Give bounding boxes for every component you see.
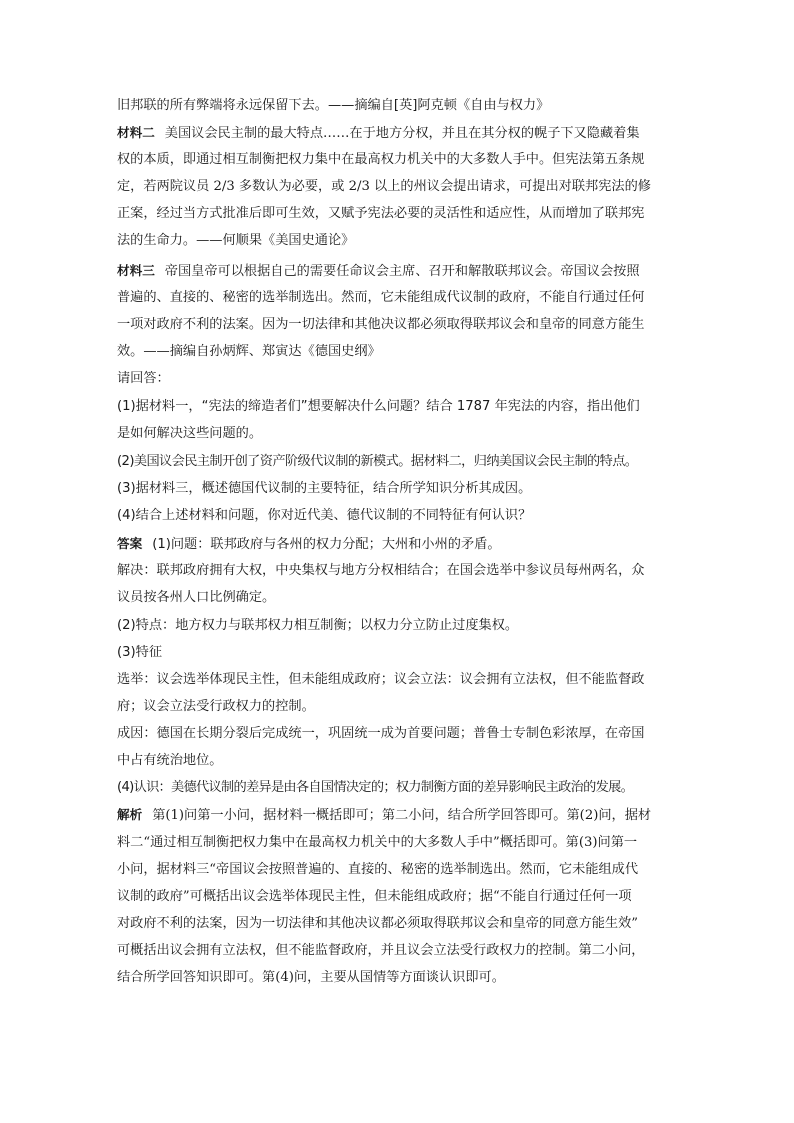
answer-line-8: 成因：德国在长期分裂后完成统一，巩固统一成为首要问题；普鲁士专制色彩浓厚，在帝国 [117,726,645,741]
analysis-line-4: 议制的政府”可概括出议会选举体现民主性，但未能组成政府；据“不能自行通过任何一项 [117,889,632,904]
analysis-line-2: 料二“通过相互制衡把权力集中在最高权力机关中的大多数人手中”概括即可。第(3)问第一 [117,835,638,850]
material2-line-2: 权的本质，即通过相互制衡把权力集中在最高权力机关中的大多数人手中。但宪法第五条规 [117,152,645,167]
prompt: 请回答： [117,371,170,386]
material3-line-4: 效。——摘编自孙炳辉、郑寅达《德国史纲》 [117,344,381,359]
analysis-line-5: 对政府不利的法案，因为一切法律和其他决议都必须取得联邦议会和皇帝的同意方能生效” [117,916,639,931]
material2-line-5: 法的生命力。——何顺果《美国史通论》 [117,233,355,248]
answer-line-1: 答案 (1)问题：联邦政府与各州的权力分配；大州和小州的矛盾。 [117,536,501,552]
answer-line-4: (2)特点：地方权力与联邦权力相互制衡；以权力分立防止过度集权。 [117,618,519,633]
material2-label: 材料二 [117,125,155,140]
material3-line-3: 一项对政府不利的法案。因为一切法律和其他决议都必须取得联邦议会和皇帝的同意方能生 [117,317,645,332]
question-2: (2)美国议会民主制开创了资产阶级代议制的新模式。据材料二，归纳美国议会民主制的特点。 [117,454,638,469]
question-4: (4)结合上述材料和问题，你对近代美、德代议制的不同特征有何认识？ [117,508,532,523]
analysis-line-7: 结合所学回答知识即可。第(4)问，主要从国情等方面谈认识即可。 [117,970,505,985]
material2-line-3: 定，若两院议员 2/3 多数认为必要，或 2/3 以上的州议会提出请求，可提出对联邦宪法的修 [117,179,651,194]
question-1-cont: 是如何解决这些问题的。 [117,426,263,441]
material2-line-1: 材料二 美国议会民主制的最大特点……在于地方分权，并且在其分权的幌子下又隐藏着集 [117,125,640,141]
answer-line-6: 选举：议会选举体现民主性，但未能组成政府；议会立法：议会拥有立法权，但不能监督政 [117,672,645,687]
analysis-line-3: 小问，据材料三“帝国议会按照普遍的、直接的、秘密的选举制选出。然而，它未能组成代 [117,862,639,877]
analysis-label: 解析 [117,807,143,822]
answer-line-2: 解决：联邦政府拥有大权，中央集权与地方分权相结合；在国会选举中参议员每州两名，众 [117,563,645,578]
answer-line-7: 府；议会立法受行政权力的控制。 [117,699,315,714]
material2-line-4: 正案，经过当方式批准后即可生效，又赋予宪法必要的灵活性和适应性，从而增加了联邦宪 [117,206,645,221]
analysis-line-1: 解析 第(1)问第一小问，据材料一概括即可；第二小问，结合所学回答即可。第(2)问，据材 [117,807,652,823]
material3-line-1: 材料三 帝国皇帝可以根据自己的需要任命议会主席、召开和解散联邦议会。帝国议会按照 [117,263,640,279]
question-1: (1)据材料一，“宪法的缔造者们”想要解决什么问题？结合 1787 年宪法的内容，指出他们 [117,399,640,414]
answer-line-5: (3)特征 [117,645,163,660]
answer-line-10: (4)认识：美德代议制的差异是由各自国情决定的；权力制衡方面的差异影响民主政治的发展。 [117,780,634,795]
material3-label: 材料三 [117,263,155,278]
answer-line-9: 中占有统治地位。 [117,753,223,768]
material1-tail: 旧邦联的所有弊端将永远保留下去。——摘编自[英]阿克顿《自由与权力》 [117,98,550,113]
answer-line-3: 议员按各州人口比例确定。 [117,590,276,605]
question-3: (3)据材料三，概述德国代议制的主要特征，结合所学知识分析其成因。 [117,481,532,496]
answer-label: 答案 [117,536,143,551]
analysis-line-6: 可概括出议会拥有立法权，但不能监督政府，并且议会立法受行政权力的控制。第二小问， [117,943,645,958]
material3-line-2: 普遍的、直接的、秘密的选举制选出。然而，它未能组成代议制的政府，不能自行通过任何 [117,290,645,305]
